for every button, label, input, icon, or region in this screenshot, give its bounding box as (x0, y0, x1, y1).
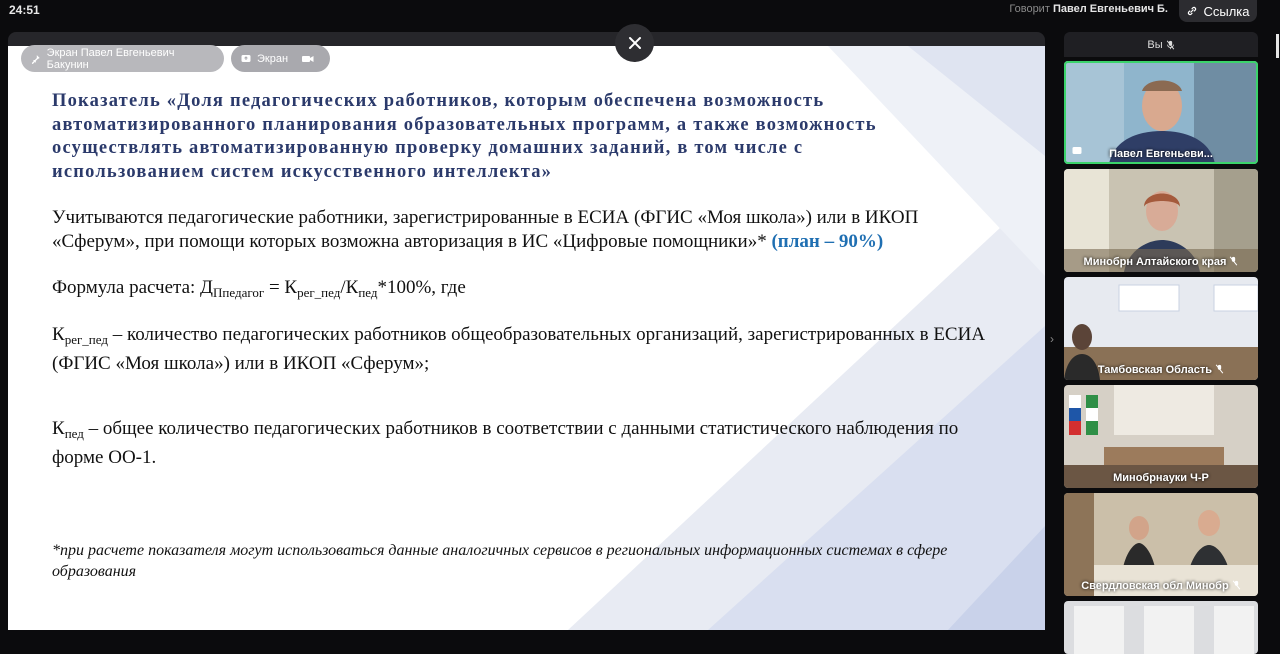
self-view-label (1064, 32, 1258, 57)
active-speaker-indicator (1009, 3, 1168, 15)
mic-off-icon (1166, 40, 1175, 50)
participants-sidebar (1064, 32, 1258, 654)
slide-footnote: *при расчете показателя могут использоваться данные аналогичных сервисов в региональных информационных системах в сфере образования (52, 542, 948, 580)
close-icon (628, 36, 642, 50)
speaking-prefix: Говорит (1009, 3, 1050, 15)
speaking-name: Павел Евгеньевич Б. (1052, 3, 1168, 15)
participant-tile[interactable] (1064, 385, 1258, 488)
camera-icon (302, 54, 314, 64)
you-label-text: Вы (1147, 38, 1163, 51)
participant-name-row (1064, 580, 1258, 592)
participant-name: Минобрнауки Ч-Р (1113, 472, 1209, 484)
variable-symbol: К (52, 324, 65, 345)
participant-name: Павел Евгеньеви... (1109, 148, 1213, 160)
slide-paragraph-registered (52, 206, 972, 254)
presentation-slide (8, 46, 1045, 630)
formula-subscript: рег_пед (297, 285, 341, 300)
pin-icon (31, 54, 41, 64)
slide-definition-k-ped (52, 417, 992, 470)
variable-symbol: К (52, 418, 65, 439)
formula-part: /К (340, 277, 359, 298)
participant-tile[interactable] (1064, 601, 1258, 654)
mic-off-icon (1232, 580, 1241, 590)
presenter-pill-label: Экран Павел Евгеньевич Бакунин (46, 46, 175, 71)
participant-name: Минобрн Алтайского края (1083, 256, 1227, 268)
participant-tile[interactable] (1064, 169, 1258, 272)
share-frame (8, 32, 1045, 46)
participant-tile[interactable] (1064, 61, 1258, 164)
formula-end: *100%, где (377, 277, 466, 298)
close-share-button[interactable] (615, 24, 654, 62)
paragraph-text: Учитываются педагогические работники, зарегистрированные в ЕСИА (ФГИС «Моя школа») или в ИКОП «Сферум», при помощи которых возможна авторизация в ИС «Цифровые помощники»* (52, 207, 919, 252)
presenter-pill[interactable] (21, 45, 224, 72)
participant-tile[interactable] (1064, 277, 1258, 380)
screen-share-icon (241, 54, 251, 64)
copy-link-button[interactable] (1179, 0, 1257, 22)
mic-off-icon (1229, 256, 1238, 266)
copy-link-label: Ссылка (1203, 3, 1250, 19)
slide-definition-k-reg (52, 323, 992, 376)
slide-formula (52, 276, 466, 305)
chevron-right-icon[interactable]: › (1050, 332, 1054, 346)
definition-text: – общее количество педагогических работников в соответствии с данными статистического наблюдения по форме ОО-1. (52, 418, 959, 468)
slide-title: Показатель «Доля педагогических работников, которым обеспечена возможность автоматизированного планирования образовательных программ, а также возможность осуществлять автоматизированную проверку домашних заданий, в том числе с использованием систем искусственного интеллекта» (52, 91, 877, 182)
participant-name-row (1064, 256, 1258, 268)
screen-share-view (8, 46, 1045, 630)
participant-name-row (1064, 364, 1258, 376)
screen-pill-label: Экран (257, 52, 289, 65)
participant-tile[interactable] (1064, 493, 1258, 596)
plan-highlight: (план – 90%) (771, 231, 884, 252)
definition-text: – количество педагогических работников общеобразовательных организаций, зарегистрированных в ЕСИА (ФГИС «Моя школа») или в ИКОП «Сферум»; (52, 324, 986, 374)
variable-subscript: рег_пед (64, 332, 108, 347)
formula-part: = К (264, 277, 298, 298)
screen-pill[interactable] (231, 45, 330, 72)
mic-off-icon (1215, 364, 1224, 374)
formula-subscript: Ппедагог (213, 285, 265, 300)
link-icon (1186, 5, 1198, 17)
formula-prefix: Формула расчета: Д (52, 277, 214, 298)
participant-video (1064, 601, 1258, 654)
participant-name: Тамбовская Область (1097, 364, 1213, 376)
call-timer: 24:51 (9, 3, 40, 17)
participant-name: Свердловская обл Минобр (1081, 580, 1229, 592)
variable-subscript: пед (64, 426, 84, 441)
scrollbar[interactable] (1276, 34, 1279, 58)
formula-subscript: пед (358, 285, 378, 300)
